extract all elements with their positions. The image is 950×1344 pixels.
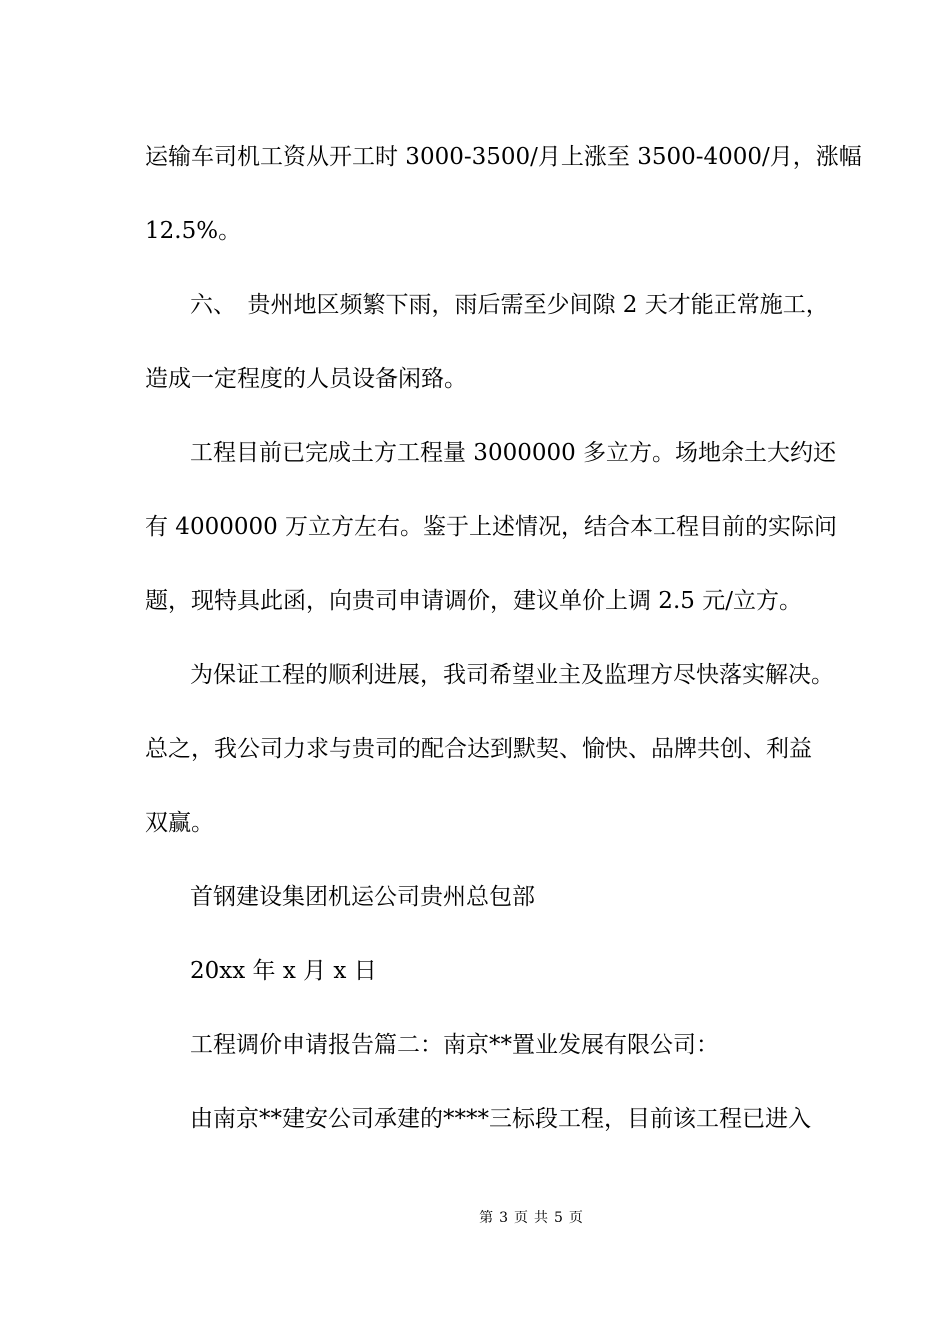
body-line-8: 为保证工程的顺利进展，我司希望业主及监理方尽快落实解决。 xyxy=(190,662,834,688)
footer-page-word: 页 xyxy=(514,1210,528,1226)
footer-total-pages: 5 xyxy=(554,1210,563,1226)
footer-suffix: 页 xyxy=(568,1210,583,1226)
signature-company: 首钢建设集团机运公司贵州总包部 xyxy=(190,884,535,910)
signature-date: 20xx 年 x 月 x 日 xyxy=(190,958,377,984)
body-line-3: 六、 贵州地区频繁下雨，雨后需至少间隙 2 天才能正常施工， xyxy=(190,292,829,318)
body-line-14: 由南京**建安公司承建的****三标段工程，目前该工程已进入 xyxy=(190,1106,811,1132)
body-line-9: 总之，我公司力求与贵司的配合达到默契、愉快、品牌共创、利益 xyxy=(145,736,812,762)
footer-total-word: 共 xyxy=(534,1210,548,1226)
body-line-1: 运输车司机工资从开工时 3000-3500/月上涨至 3500-4000/月，涨幅 xyxy=(145,144,862,170)
body-line-10: 双赢。 xyxy=(145,810,214,836)
body-line-6: 有 4000000 万立方左右。鉴于上述情况，结合本工程目前的实际问 xyxy=(145,514,838,540)
body-line-4: 造成一定程度的人员设备闲臵。 xyxy=(145,366,467,392)
section-heading: 工程调价申请报告篇二：南京**置业发展有限公司： xyxy=(190,1032,719,1058)
footer-prefix: 第 xyxy=(479,1210,494,1226)
body-line-7: 题，现特具此函，向贵司申请调价，建议单价上调 2.5 元/立方。 xyxy=(145,588,802,614)
body-line-2: 12.5%。 xyxy=(145,218,242,244)
body-line-5: 工程目前已完成土方工程量 3000000 多立方。场地余土大约还 xyxy=(190,440,837,466)
page-footer xyxy=(0,1208,950,1228)
footer-current-page: 3 xyxy=(499,1210,508,1226)
